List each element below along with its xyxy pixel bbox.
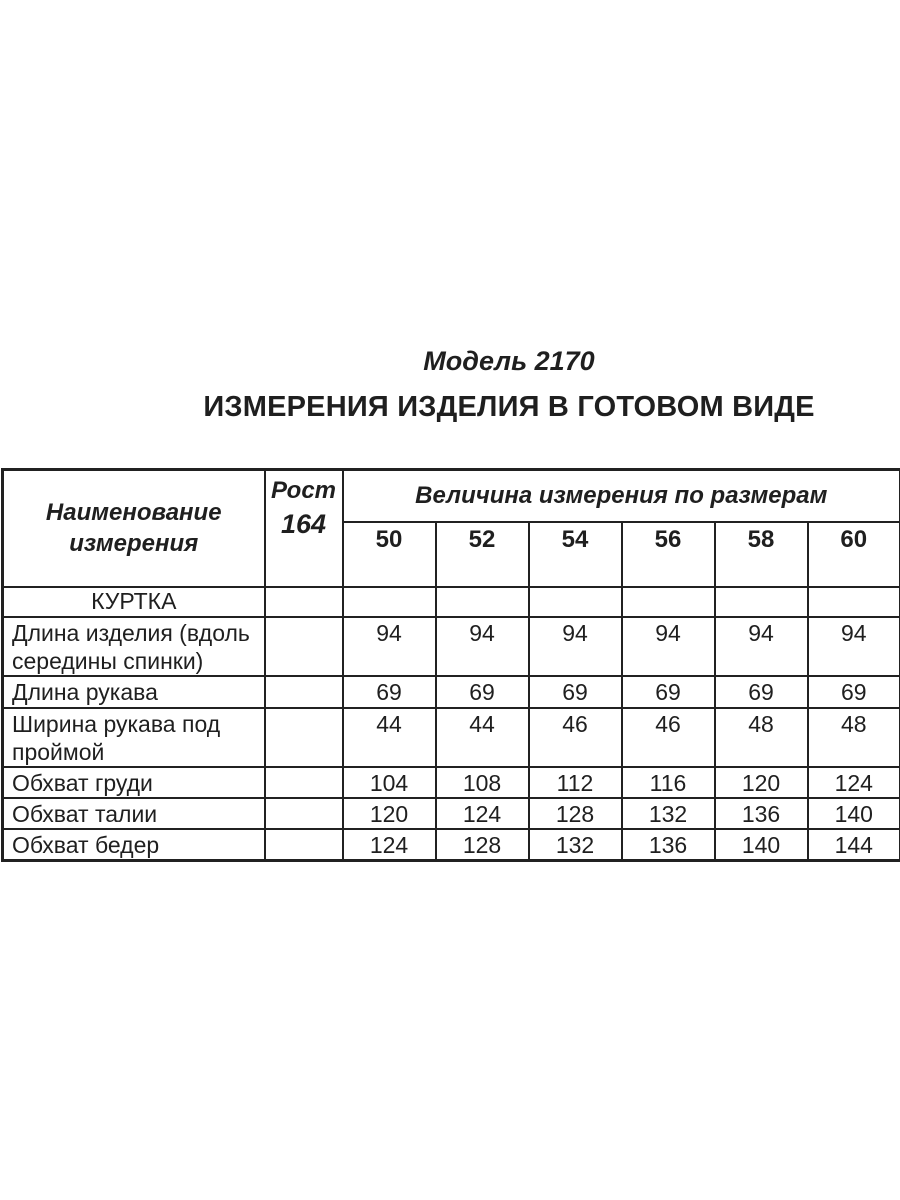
empty-cell xyxy=(436,587,529,617)
value-cell: 94 xyxy=(715,617,808,676)
table-row xyxy=(3,676,900,708)
value-cell: 136 xyxy=(622,829,715,861)
table-row xyxy=(3,767,900,798)
empty-cell xyxy=(529,587,622,617)
value-cell: 69 xyxy=(529,676,622,708)
empty-cell xyxy=(265,617,343,676)
value-cell: 94 xyxy=(808,617,900,676)
value-cell: 48 xyxy=(808,708,900,767)
value-cell: 46 xyxy=(622,708,715,767)
value-cell: 128 xyxy=(436,829,529,861)
value-cell: 48 xyxy=(715,708,808,767)
row-label: Длина рукава xyxy=(3,676,265,708)
value-cell: 46 xyxy=(529,708,622,767)
value-cell: 69 xyxy=(343,676,436,708)
section-label: КУРТКА xyxy=(3,587,265,617)
table-row xyxy=(3,708,900,767)
value-cell: 94 xyxy=(343,617,436,676)
size-header: 52 xyxy=(436,522,529,587)
value-cell: 69 xyxy=(808,676,900,708)
page-subtitle: ИЗМЕРЕНИЯ ИЗДЕЛИЯ В ГОТОВОМ ВИДЕ xyxy=(203,391,815,423)
table-row xyxy=(3,829,900,861)
empty-cell xyxy=(343,587,436,617)
measurements-table xyxy=(1,468,900,862)
size-header: 56 xyxy=(622,522,715,587)
empty-cell xyxy=(715,587,808,617)
size-header: 50 xyxy=(343,522,436,587)
document-headings xyxy=(0,345,900,424)
value-cell: 124 xyxy=(808,767,900,798)
height-column-header xyxy=(265,470,343,587)
value-cell: 132 xyxy=(622,798,715,829)
value-cell: 120 xyxy=(715,767,808,798)
sizes-group-header: Величина измерения по размерам xyxy=(343,470,900,522)
size-header: 60 xyxy=(808,522,900,587)
table-row xyxy=(3,798,900,829)
row-label: Обхват груди xyxy=(3,767,265,798)
model-title: Модель 2170 xyxy=(423,346,595,376)
empty-cell xyxy=(265,767,343,798)
empty-cell xyxy=(265,587,343,617)
name-column-header: Наименование измерения xyxy=(3,470,265,587)
empty-cell xyxy=(265,798,343,829)
value-cell: 128 xyxy=(529,798,622,829)
value-cell: 69 xyxy=(622,676,715,708)
header-row-top xyxy=(3,470,900,522)
value-cell: 94 xyxy=(529,617,622,676)
value-cell: 124 xyxy=(436,798,529,829)
empty-cell xyxy=(622,587,715,617)
empty-cell xyxy=(265,708,343,767)
value-cell: 69 xyxy=(715,676,808,708)
value-cell: 124 xyxy=(343,829,436,861)
height-value: 164 xyxy=(280,509,327,539)
value-cell: 94 xyxy=(622,617,715,676)
row-label: Ширина рукава под проймой xyxy=(3,708,265,767)
value-cell: 120 xyxy=(343,798,436,829)
value-cell: 116 xyxy=(622,767,715,798)
value-cell: 140 xyxy=(808,798,900,829)
height-label: Рост xyxy=(270,477,337,504)
value-cell: 108 xyxy=(436,767,529,798)
row-label: Обхват талии xyxy=(3,798,265,829)
value-cell: 144 xyxy=(808,829,900,861)
value-cell: 140 xyxy=(715,829,808,861)
section-row xyxy=(3,587,900,617)
row-label: Обхват бедер xyxy=(3,829,265,861)
size-header: 58 xyxy=(715,522,808,587)
value-cell: 136 xyxy=(715,798,808,829)
empty-cell xyxy=(265,829,343,861)
value-cell: 69 xyxy=(436,676,529,708)
value-cell: 94 xyxy=(436,617,529,676)
table-row xyxy=(3,617,900,676)
empty-cell xyxy=(265,676,343,708)
value-cell: 104 xyxy=(343,767,436,798)
row-label: Длина изделия (вдоль середины спинки) xyxy=(3,617,265,676)
value-cell: 132 xyxy=(529,829,622,861)
value-cell: 44 xyxy=(343,708,436,767)
empty-cell xyxy=(808,587,900,617)
value-cell: 44 xyxy=(436,708,529,767)
value-cell: 112 xyxy=(529,767,622,798)
size-header: 54 xyxy=(529,522,622,587)
